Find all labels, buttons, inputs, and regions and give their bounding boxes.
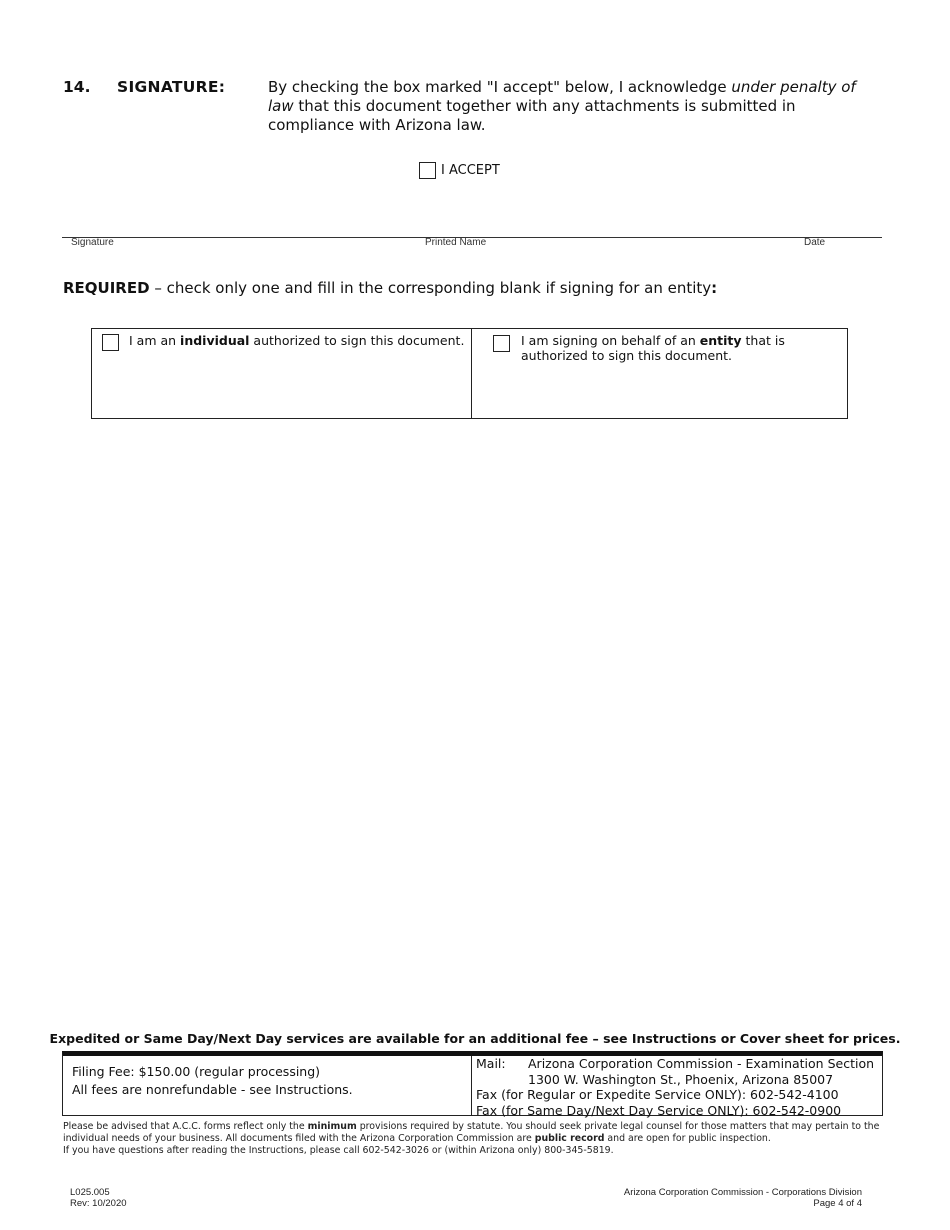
mail-row xyxy=(476,1056,882,1072)
individual-label xyxy=(129,333,469,348)
disclaimer xyxy=(63,1121,893,1157)
date-caption: Date xyxy=(804,237,826,248)
form-revision: Rev: 10/2020 xyxy=(70,1198,127,1209)
ack-text-post: that this document together with any attachments is submitted in compliance with Arizona law. xyxy=(268,97,796,134)
fees-note: All fees are nonrefundable - see Instructions. xyxy=(72,1082,353,1097)
agency-name: Arizona Corporation Commission - Corporations Division xyxy=(623,1187,862,1198)
individual-checkbox[interactable] xyxy=(102,334,119,351)
accept-label: I ACCEPT xyxy=(441,163,500,178)
entity-option[interactable] xyxy=(472,329,847,418)
section-number: 14. xyxy=(63,78,91,96)
page-number: Page 4 of 4 xyxy=(813,1198,862,1209)
individual-bold: individual xyxy=(180,333,250,348)
form-number: L025.005 xyxy=(70,1187,110,1198)
entity-post: that is authorized to sign this document. xyxy=(521,333,785,363)
expedite-notice: Expedited or Same Day/Next Day services are available for an additional fee – see Instructions or Cover sheet for prices. xyxy=(49,1031,901,1046)
mail-fax-info xyxy=(472,1056,882,1118)
entity-pre: I am signing on behalf of an xyxy=(521,333,700,348)
disclaimer-1c: provisions required by statute. You should seek private legal counsel for those matters that may pertain to the individual needs of your business. All documents filed with the Arizona Corporation Commission are xyxy=(63,1121,880,1144)
signature-acknowledgement xyxy=(268,78,868,135)
accept-checkbox[interactable] xyxy=(419,162,436,179)
form-identifier xyxy=(70,1187,127,1209)
individual-option[interactable] xyxy=(92,329,472,418)
required-colon: : xyxy=(711,279,718,297)
accept-option[interactable] xyxy=(419,162,500,179)
fax-sameday: Fax (for Same Day/Next Day Service ONLY): 602-542-0900 xyxy=(476,1102,842,1118)
filing-fee: Filing Fee: $150.00 (regular processing) xyxy=(72,1064,321,1079)
individual-post: authorized to sign this document. xyxy=(249,333,465,348)
mail-address-line2: 1300 W. Washington St., Phoenix, Arizona 85007 xyxy=(528,1071,834,1087)
disclaimer-1e: and are open for public inspection. xyxy=(604,1133,771,1144)
fee-table xyxy=(62,1051,883,1116)
disclaimer-contact: If you have questions after reading the Instructions, please call 602-542-3026 or (within Arizona only) 800-345-5819. xyxy=(63,1145,614,1156)
entity-label xyxy=(521,333,806,363)
required-text: – check only one and fill in the corresponding blank if signing for an entity xyxy=(149,279,712,297)
disclaimer-1d: public record xyxy=(534,1133,605,1144)
mail-label: Mail: xyxy=(476,1056,506,1071)
disclaimer-1a: Please be advised that A.C.C. forms reflect only the xyxy=(63,1121,308,1132)
entity-bold: entity xyxy=(699,333,742,348)
fax-regular: Fax (for Regular or Expedite Service ONLY): 602-542-4100 xyxy=(476,1087,839,1102)
mail-address-line1: Arizona Corporation Commission - Examination Section xyxy=(528,1056,875,1071)
agency-footer xyxy=(560,1187,862,1209)
section-title: SIGNATURE: xyxy=(117,78,226,96)
entity-checkbox[interactable] xyxy=(493,335,510,352)
signer-type-box xyxy=(91,328,848,419)
fee-info xyxy=(63,1056,472,1115)
individual-pre: I am an xyxy=(129,333,181,348)
ack-text-pre: By checking the box marked "I accept" below, I acknowledge xyxy=(268,78,732,96)
signature-caption: Signature xyxy=(71,237,114,248)
disclaimer-paragraph xyxy=(63,1121,893,1145)
ack-text-italic: under penalty of law xyxy=(268,78,856,115)
required-bold: REQUIRED xyxy=(63,279,150,297)
disclaimer-1b: minimum xyxy=(307,1121,357,1132)
printed-name-caption: Printed Name xyxy=(425,237,487,248)
required-instruction xyxy=(63,279,717,297)
